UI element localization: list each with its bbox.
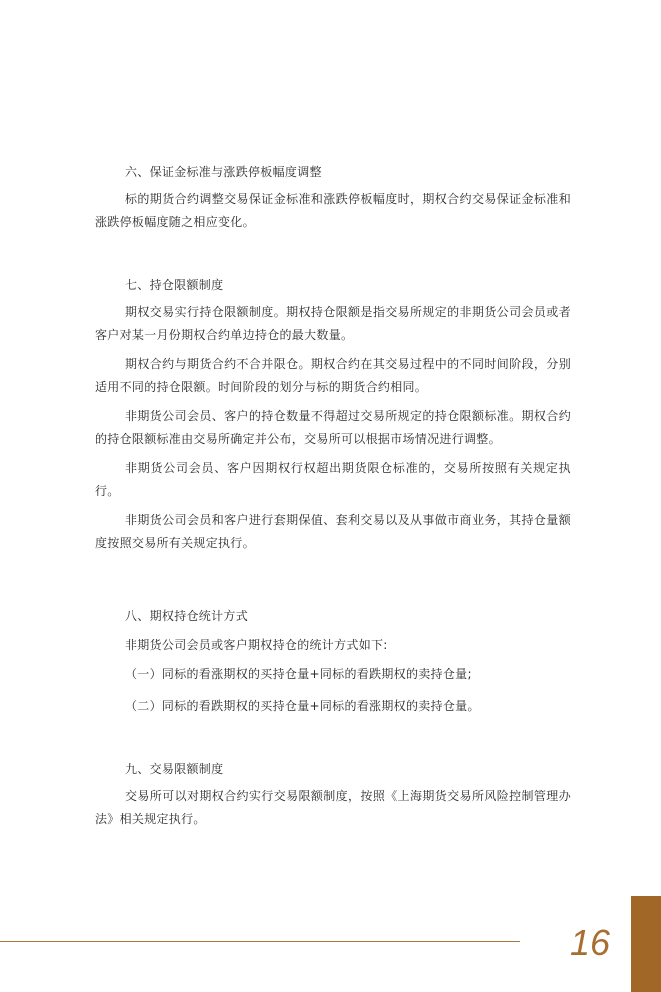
- paragraph: 非期货公司会员、客户因期权行权超出期货限仓标准的，交易所按照有关规定执行。: [95, 461, 571, 498]
- section-9: [95, 760, 571, 837]
- paragraph: 非期货公司会员或客户期权持仓的统计方式如下:: [125, 638, 388, 652]
- section-heading: 八、期权持仓统计方式: [125, 609, 249, 623]
- page-number: 16: [570, 922, 611, 963]
- list-item: （一）同标的看涨期权的买持仓量+同标的看跌期权的卖持仓量;: [125, 667, 472, 681]
- paragraph: 期权交易实行持仓限额制度。期权持仓限额是指交易所规定的非期货公司会员或者客户对某一月份期权合约单边持仓的最大数量。: [95, 305, 571, 342]
- paragraph: 交易所可以对期权合约实行交易限额制度，按照《上海期货交易所风险控制管理办法》相关规定执行。: [95, 789, 571, 826]
- section-heading: 九、交易限额制度: [125, 762, 224, 776]
- section-heading: 六、保证金标准与涨跌停板幅度调整: [125, 165, 322, 179]
- section-8: [95, 607, 571, 729]
- paragraph: 标的期货合约调整交易保证金标准和涨跌停板幅度时，期权合约交易保证金标准和涨跌停板幅度随之相应变化。: [95, 192, 571, 229]
- list-item: （二）同标的看跌期权的买持仓量+同标的看涨期权的卖持仓量。: [125, 699, 480, 713]
- footer-divider: [0, 941, 520, 942]
- section-heading: 七、持仓限额制度: [125, 278, 224, 292]
- section-6: [95, 163, 571, 240]
- paragraph: 非期货公司会员和客户进行套期保值、套利交易以及从事做市商业务，其持仓量额度按照交易所有关规定执行。: [95, 513, 571, 550]
- paragraph: 非期货公司会员、客户的持仓数量不得超过交易所规定的持仓限额标准。期权合约的持仓限额标准由交易所确定并公布，交易所可以根据市场情况进行调整。: [95, 409, 571, 446]
- paragraph: 期权合约与期货合约不合并限仓。期权合约在其交易过程中的不同时间阶段，分别适用不同的持仓限额。时间阶段的划分与标的期货合约相同。: [95, 357, 571, 394]
- section-7: [95, 276, 571, 561]
- page-edge-tab: [631, 896, 661, 992]
